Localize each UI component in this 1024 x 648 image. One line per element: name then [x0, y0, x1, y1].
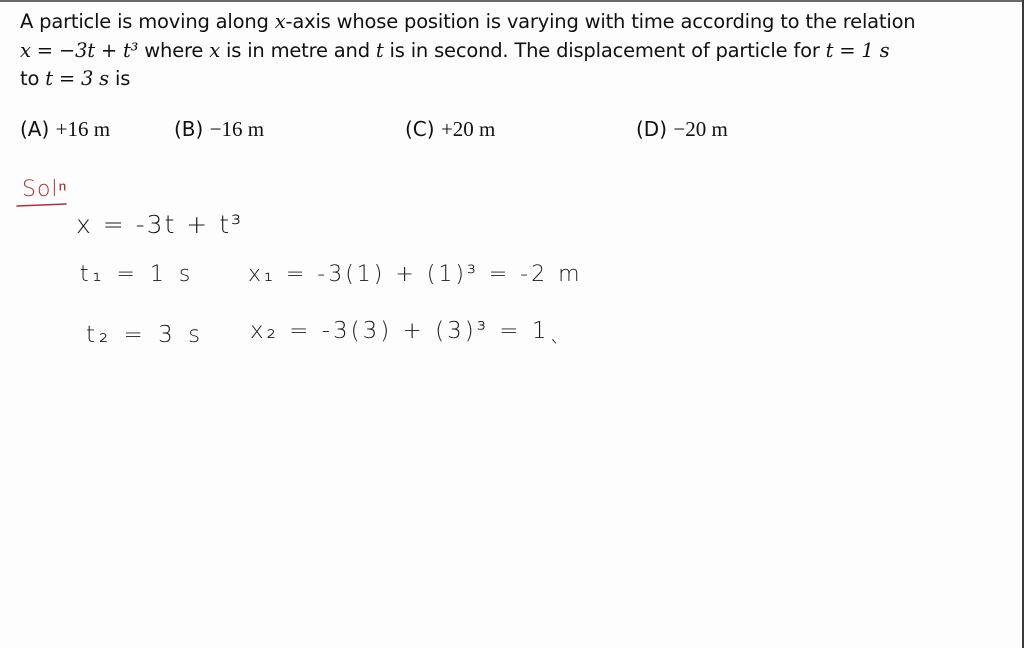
position-equation: x = −3t + t³: [20, 38, 139, 62]
solution-equation: x = -3t + t³: [76, 210, 244, 239]
solution-x2: x₂ = -3(3) + (3)³ = 1ˎ: [250, 318, 564, 344]
solution-t1: t₁ = 1 s: [80, 262, 195, 287]
option-b[interactable]: (B) −16 m: [174, 117, 265, 141]
question-line-1: A particle is moving along x-axis whose position is varying with time according to the relation: [20, 10, 916, 33]
option-c[interactable]: (C) +20 m: [405, 117, 496, 141]
question-line-3: to t = 3 s is: [20, 67, 131, 90]
option-a[interactable]: (A) +16 m: [20, 117, 111, 141]
option-d[interactable]: (D) −20 m: [636, 117, 728, 141]
question-line-2: x = −3t + t³ where x is in metre and t is in second. The displacement of particle for t = 1 s: [20, 38, 890, 62]
solution-heading: Solⁿ: [22, 177, 68, 202]
solution-x1: x₁ = -3(1) + (1)³ = -2 m: [248, 262, 583, 287]
solution-t2: t₂ = 3 s: [86, 322, 205, 348]
